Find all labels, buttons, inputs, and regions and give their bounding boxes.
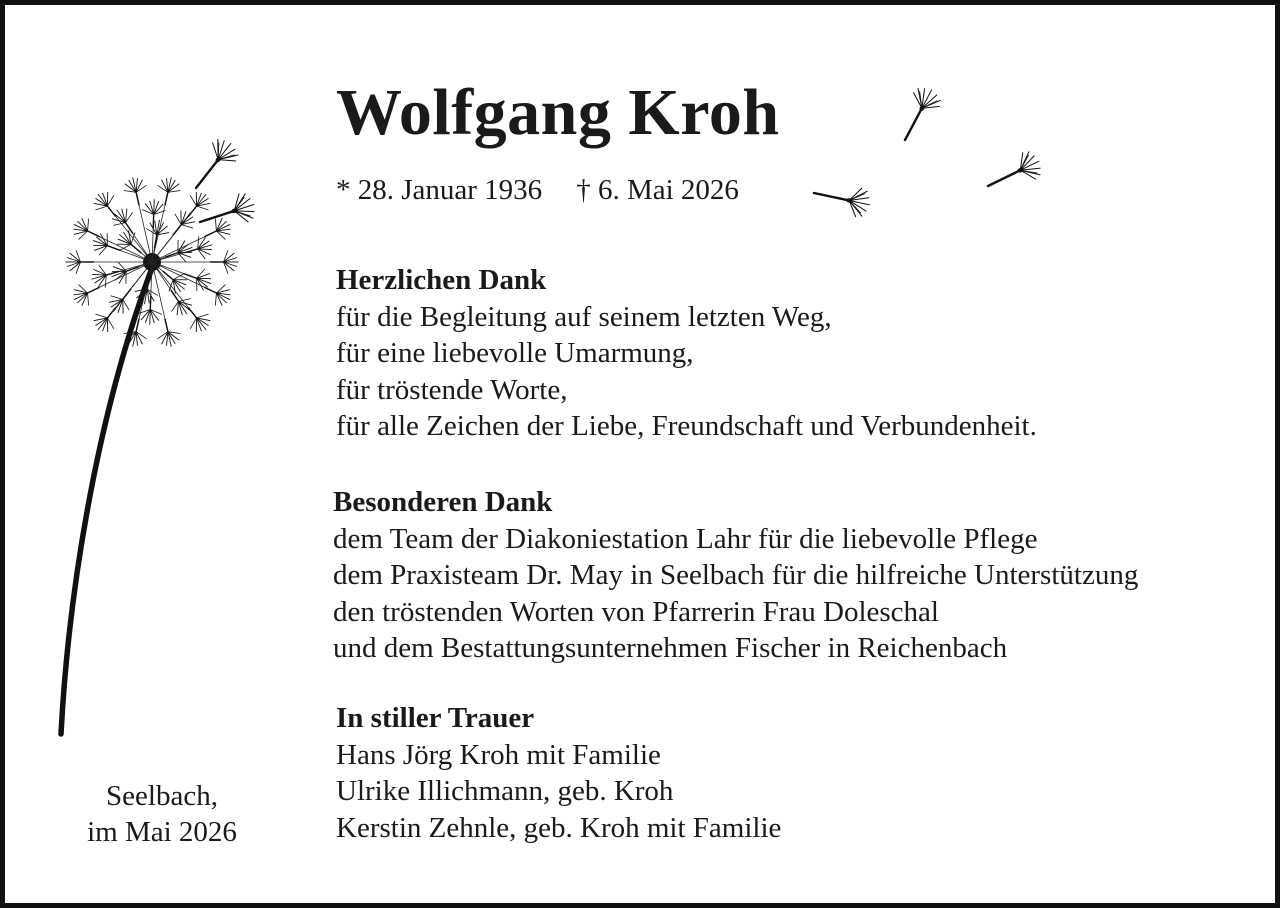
place-and-date [62,778,262,850]
thanks-heading: Herzlichen Dank [336,264,547,296]
mourner-line: Kerstin Zehnle, geb. Kroh mit Familie [336,811,782,844]
special-thanks-line: den tröstenden Worten von Pfarrerin Frau Doleschal [333,595,939,628]
thanks-line: für alle Zeichen der Liebe, Freundschaft und Verbundenheit. [336,410,1037,442]
mourner-line: Hans Jörg Kroh mit Familie [336,738,661,771]
birth-date: * 28. Januar 1936 [336,174,543,206]
dandelion-stem [61,268,152,734]
dandelion-seed-icon [892,83,945,147]
place-line: Seelbach, [106,780,218,812]
special-thanks-section [333,484,1138,667]
dandelion-seed-icon [184,134,243,197]
special-thanks-line: dem Praxisteam Dr. May in Seelbach für die hilfreiche Unterstützung [333,559,1139,591]
thanks-section [336,262,1037,445]
dandelion-seed-icon [981,148,1045,200]
thanks-line: für tröstende Worte, [336,373,568,406]
life-dates [336,174,739,207]
special-thanks-line: und dem Bestattungsunternehmen Fischer in Reichenbach [333,632,1008,664]
deceased-name: Wolfgang Kroh [336,76,780,149]
month-line: im Mai 2026 [87,816,237,848]
dandelion-seed-icon [811,178,873,219]
death-date: † 6. Mai 2026 [576,174,739,206]
special-thanks-heading: Besonderen Dank [333,486,553,518]
dandelion-icon [65,175,239,349]
special-thanks-line: dem Team der Diakoniestation Lahr für die liebevolle Pflege [333,522,1038,555]
mourner-line: Ulrike Illichmann, geb. Kroh [336,775,674,807]
mourners-section [336,700,781,846]
mourners-heading: In stiller Trauer [336,702,535,734]
thanks-line: für die Begleitung auf seinem letzten Weg, [336,300,832,333]
thanks-line: für eine liebevolle Umarmung, [336,337,694,369]
